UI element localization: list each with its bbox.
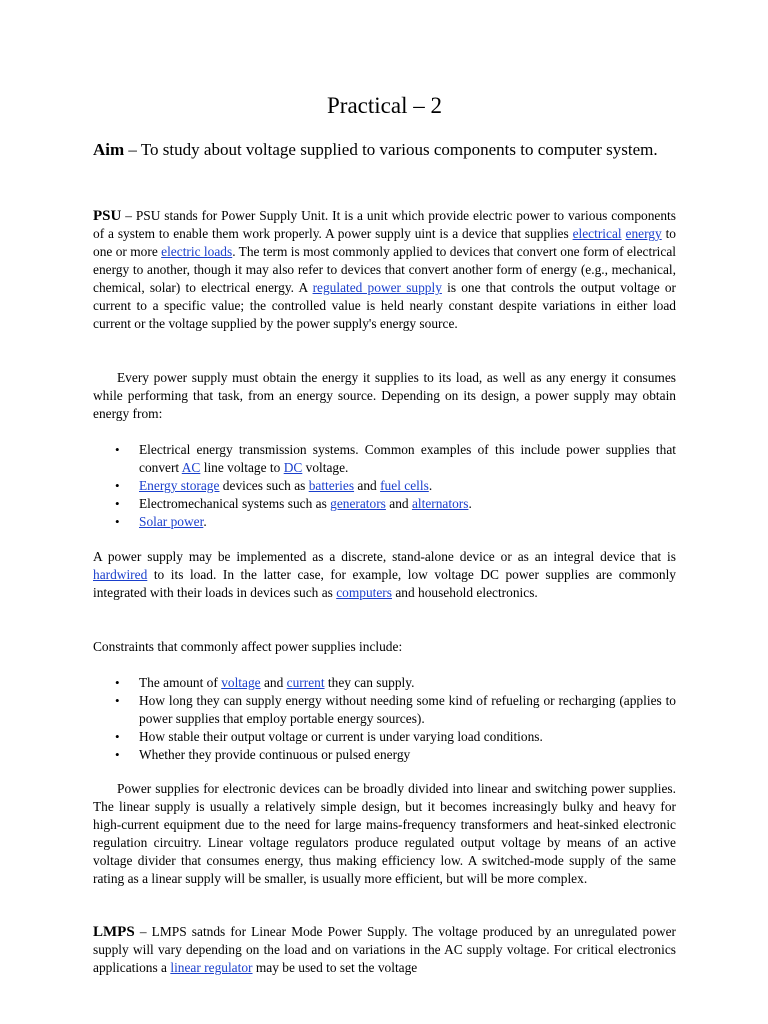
impl-text-3: and household electronics. bbox=[391, 585, 538, 600]
lmps-paragraph bbox=[93, 923, 676, 977]
list-item-text: voltage. bbox=[302, 460, 349, 475]
list-item bbox=[93, 674, 676, 692]
psu-text-1: – PSU stands for Power Supply Unit. It is a unit which provide electric power to various components of a system to enable them work properly. A power supply uint is a device that supplies bbox=[93, 208, 676, 241]
list-item-text: and bbox=[385, 496, 412, 511]
link-generators[interactable]: generators bbox=[330, 496, 386, 511]
list-item-text: The amount of bbox=[139, 675, 222, 690]
link-solar-power[interactable]: Solar power bbox=[139, 514, 204, 529]
link-ac[interactable]: AC bbox=[181, 460, 201, 475]
link-electric-loads[interactable]: electric loads bbox=[161, 244, 233, 259]
link-alternators[interactable]: alternators bbox=[411, 496, 469, 511]
list-item: • How stable their output voltage or current is under varying load conditions. bbox=[93, 728, 676, 746]
list-item-text: . bbox=[203, 514, 207, 529]
list-item bbox=[93, 513, 676, 531]
psu-text-4: . The term is most commonly applied to devices that convert one form of electrical energy to another, though it may also refer to devices that convert another form of energy (e.g., mechanical, chemical, solar) to electrical energy. A bbox=[93, 244, 676, 295]
impl-text-1: A power supply may be implemented as a discrete, stand-alone device or as an integral device that is bbox=[93, 549, 676, 564]
list-item-text: Electromechanical systems such as bbox=[139, 496, 331, 511]
aim-text: – To study about voltage supplied to various components to computer system. bbox=[124, 140, 658, 159]
lmps-text-2: may be used to set the voltage bbox=[252, 960, 418, 975]
list-item: • Whether they provide continuous or pulsed energy bbox=[93, 746, 676, 764]
aim-label: Aim bbox=[93, 140, 125, 159]
link-regulated-power-supply[interactable]: regulated power supply bbox=[312, 280, 442, 295]
list-item-text: and bbox=[354, 478, 381, 493]
list-item bbox=[93, 441, 676, 477]
link-fuel-cells[interactable]: fuel cells bbox=[380, 478, 429, 493]
energy-source-list bbox=[93, 441, 676, 531]
list-item-text: . bbox=[468, 496, 472, 511]
list-item: • How long they can supply energy without needing some kind of refueling or recharging (applies to power supplies that employ portable energy sources). bbox=[93, 692, 676, 728]
link-batteries[interactable]: batteries bbox=[308, 478, 355, 493]
link-computers[interactable]: computers bbox=[336, 585, 392, 600]
list-item-text: and bbox=[260, 675, 287, 690]
implementation-paragraph bbox=[93, 548, 676, 602]
psu-text-3: to one or more bbox=[93, 226, 676, 259]
list-item-text: they can supply. bbox=[324, 675, 415, 690]
link-hardwired[interactable]: hardwired bbox=[93, 567, 148, 582]
aim-statement bbox=[93, 137, 676, 162]
impl-text-2: to its load. In the latter case, for example, low voltage DC power supplies are commonly integrated with their loads in devices such as bbox=[93, 567, 676, 600]
link-voltage[interactable]: voltage bbox=[221, 675, 261, 690]
list-item-text: Electrical energy transmission systems. Common examples of this include power supplies that convert bbox=[139, 442, 676, 475]
link-energy[interactable]: energy bbox=[625, 226, 662, 241]
link-energy-storage[interactable]: Energy storage bbox=[139, 478, 220, 493]
lmps-label: LMPS bbox=[93, 924, 135, 940]
lmps-text-1: – LMPS satnds for Linear Mode Power Supply. The voltage produced by an unregulated power supply will vary depending on the load and on variations in the AC supply voltage. For critical electronics applications a bbox=[93, 924, 676, 975]
link-current[interactable]: current bbox=[286, 675, 325, 690]
psu-paragraph bbox=[93, 207, 676, 333]
psu-text-5: is one that controls the output voltage or current to a specific value; the controlled value is held nearly constant despite variations in either load current or the voltage supplied by the power supply's energy source. bbox=[93, 280, 676, 331]
list-item-text: . bbox=[428, 478, 433, 493]
psu-label: PSU bbox=[93, 208, 122, 224]
list-item bbox=[93, 495, 676, 513]
link-linear-regulator[interactable]: linear regulator bbox=[170, 960, 253, 975]
link-electrical[interactable]: electrical bbox=[572, 226, 622, 241]
link-dc[interactable]: DC bbox=[283, 460, 303, 475]
constraints-intro: Constraints that commonly affect power supplies include: bbox=[93, 639, 403, 654]
energy-source-paragraph: Every power supply must obtain the energy it supplies to its load, as well as any energy it consumes while performing that task, from an energy source. Depending on its design, a power supply may obtain energy from: bbox=[93, 370, 676, 421]
list-item-text: devices such as bbox=[219, 478, 309, 493]
list-item bbox=[93, 477, 676, 495]
constraints-list bbox=[93, 674, 676, 764]
linear-switching-paragraph: Power supplies for electronic devices can be broadly divided into linear and switching power supplies. The linear supply is usually a relatively simple design, but it becomes increasingly bulky and heavy for high-current equipment due to the need for large mains-frequency transformers and heat-sinked electronic regulation circuitry. Linear voltage regulators produce regulated output voltage by means of an active voltage divider that consumes energy, thus making efficiency low. A switched-mode supply of the same rating as a linear supply will be smaller, is usually more efficient, but will be more complex. bbox=[93, 781, 676, 886]
page-title: Practical – 2 bbox=[327, 93, 442, 118]
list-item-text: line voltage to bbox=[200, 460, 284, 475]
